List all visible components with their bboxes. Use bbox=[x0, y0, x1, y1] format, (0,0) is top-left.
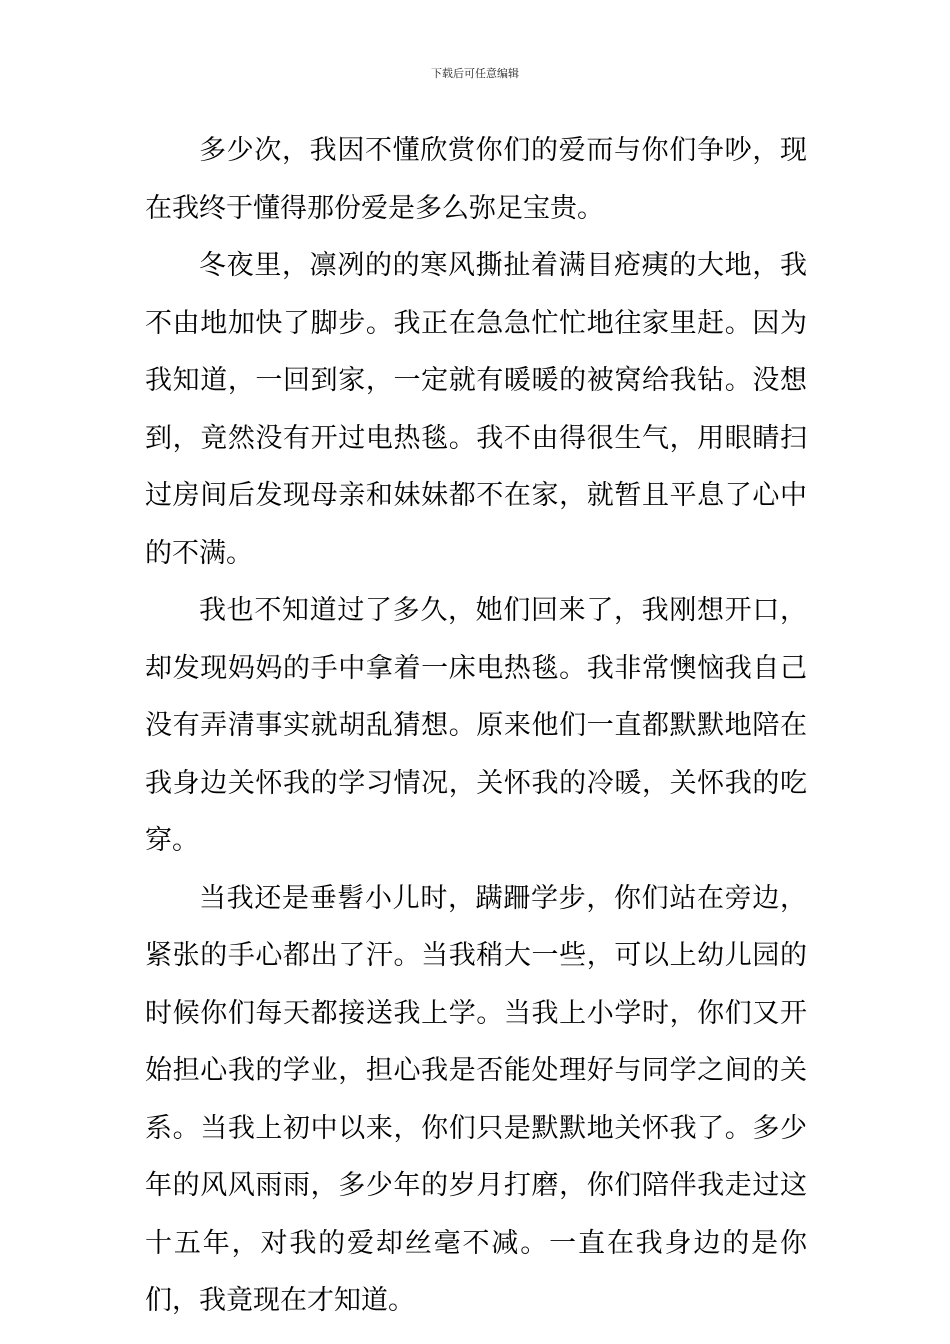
page-header: 下载后可任意编辑 bbox=[431, 67, 519, 80]
paragraph: 多少次，我因不懂欣赏你们的爱而与你们争吵，现在我终于懂得那份爱是多么弥足宝贵。 bbox=[145, 135, 807, 224]
document-body bbox=[145, 122, 807, 1330]
paragraph: 我也不知道过了多久，她们回来了，我刚想开口，却发现妈妈的手中拿着一床电热毯。我非常懊恼我自己没有弄清事实就胡乱猜想。原来他们一直都默默地陪在我身边关怀我的学习情况，关怀我的冷暖，关怀我的吃穿。 bbox=[145, 595, 807, 856]
paragraph: 冬夜里，凛冽的的寒风撕扯着满目疮痍的大地，我不由地加快了脚步。我正在急急忙忙地往家里赶。因为我知道，一回到家，一定就有暖暖的被窝给我钻。没想到，竟然没有开过电热毯。我不由得很生气，用眼睛扫过房间后发现母亲和妹妹都不在家，就暂且平息了心中的不满。 bbox=[145, 250, 807, 569]
paragraph: 当我还是垂髫小儿时，蹒跚学步，你们站在旁边，紧张的手心都出了汗。当我稍大一些，可以上幼儿园的时候你们每天都接送我上学。当我上小学时，你们又开始担心我的学业，担心我是否能处理好与同学之间的关系。当我上初中以来，你们只是默默地关怀我了。多少年的风风雨雨，多少年的岁月打磨，你们陪伴我走过这十五年，对我的爱却丝毫不减。一直在我身边的是你们，我竟现在才知道。 bbox=[145, 882, 807, 1316]
